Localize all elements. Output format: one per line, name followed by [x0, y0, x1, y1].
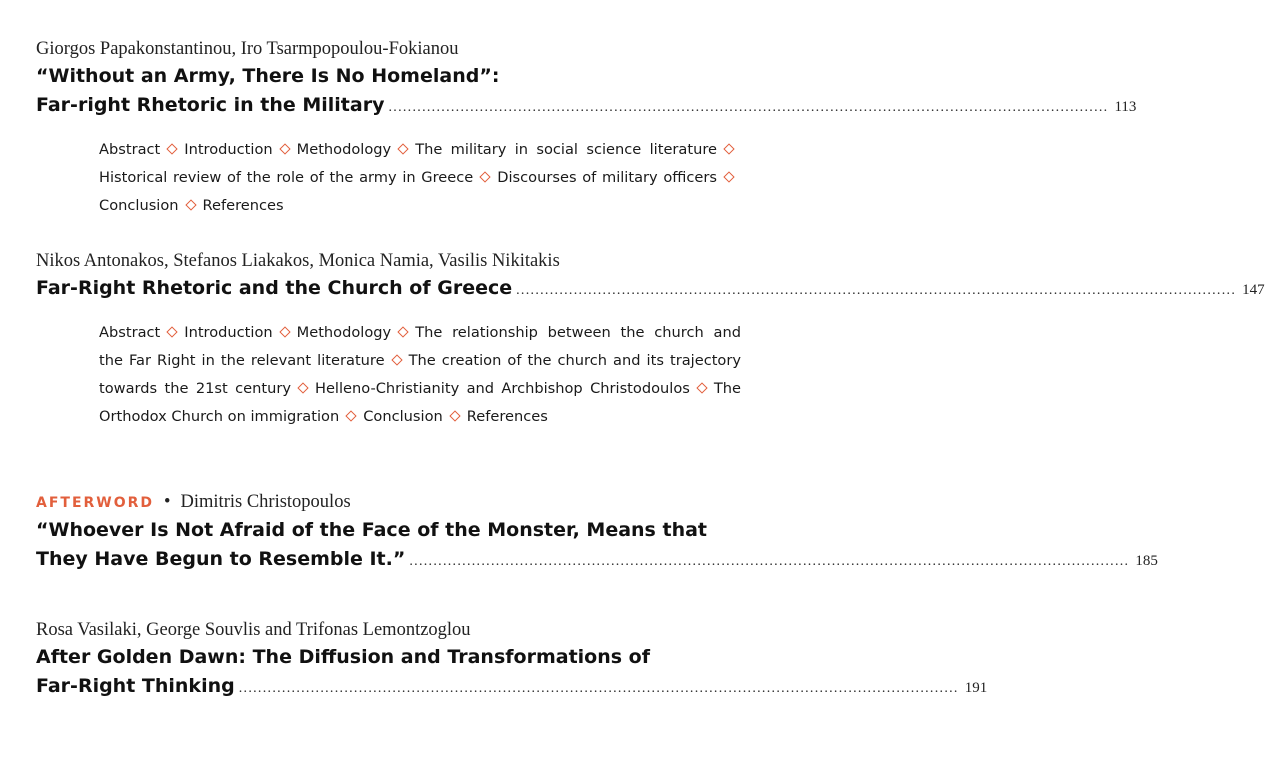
entry-title-line[interactable]: “Without an Army, There Is No Homeland”: [36, 65, 500, 87]
entry-title-last-line[interactable] [36, 91, 1137, 122]
section-item: Conclusion [99, 197, 179, 214]
section-item: Abstract [99, 324, 161, 341]
section-item: References [466, 408, 548, 425]
section-item: Introduction [184, 324, 273, 341]
entry-authors: Dimitris Christopoulos [180, 492, 351, 512]
section-item: Historical review of the role of the army in Greece [99, 169, 474, 186]
section-item: Discourses of military officers [497, 169, 717, 186]
diamond-icon [696, 382, 707, 393]
entry-authors: Giorgos Papakonstantinou, Iro Tsarmpopoulou-Fokianou [36, 39, 459, 59]
section-item: Conclusion [363, 408, 443, 425]
diamond-icon [346, 410, 357, 421]
dot-leader: ...................................................................................................................................................... [409, 554, 1130, 569]
section-item: Helleno-Christianity and Archbishop Christodoulos [314, 380, 690, 397]
page-number[interactable]: 113 [1114, 99, 1137, 115]
entry-title-text[interactable]: Far-right Rhetoric in the Military [36, 94, 385, 116]
page-number[interactable]: 185 [1135, 553, 1158, 569]
section-item: Methodology [296, 324, 392, 341]
entry-title-line[interactable]: After Golden Dawn: The Diffusion and Transformations of [36, 646, 650, 668]
page-number[interactable]: 147 [1242, 282, 1265, 298]
section-list [99, 136, 741, 220]
section-list [99, 319, 741, 431]
bullet-separator: • [164, 492, 171, 512]
diamond-icon [167, 326, 178, 337]
diamond-icon [167, 143, 178, 154]
entry-title-last-line[interactable] [36, 545, 1158, 576]
diamond-icon [297, 382, 308, 393]
section-item: Introduction [184, 141, 273, 158]
section-item: References [202, 197, 284, 214]
diamond-icon [185, 199, 196, 210]
toc-entry [36, 617, 988, 703]
section-item: Abstract [99, 141, 161, 158]
diamond-icon [480, 171, 491, 182]
entry-authors: Rosa Vasilaki, George Souvlis and Trifonas Lemontzoglou [36, 620, 471, 640]
diamond-icon [398, 143, 409, 154]
afterword-label: AFTERWORD [36, 495, 155, 511]
entry-authors: Nikos Antonakos, Stefanos Liakakos, Monica Namia, Vasilis Nikitakis [36, 251, 560, 271]
entry-title-last-line[interactable] [36, 672, 988, 703]
dot-leader: ...................................................................................................................................................... [388, 100, 1109, 115]
diamond-icon [279, 326, 290, 337]
diamond-icon [449, 410, 460, 421]
dot-leader: ...................................................................................................................................................... [238, 681, 959, 696]
diamond-icon [279, 143, 290, 154]
diamond-icon [391, 354, 402, 365]
entry-byline [36, 489, 832, 516]
entry-title-text[interactable]: Far-Right Thinking [36, 675, 235, 697]
section-item: The relationship between the church and the Far Right in the relevant literature [99, 324, 741, 369]
diamond-icon [723, 171, 734, 182]
entry-title-line[interactable]: “Whoever Is Not Afraid of the Face of the Monster, Means that [36, 519, 707, 541]
page-number[interactable]: 191 [964, 680, 988, 696]
entry-title-text[interactable]: They Have Begun to Resemble It.” [36, 548, 406, 570]
toc-entry [36, 36, 1137, 220]
toc-entry [36, 248, 1265, 431]
entry-title-text[interactable]: Far-Right Rhetoric and the Church of Greece [36, 277, 513, 299]
section-item: Methodology [296, 141, 392, 158]
section-item: The military in social science literature [415, 141, 717, 158]
dot-leader: ...................................................................................................................................................... [516, 283, 1237, 298]
section-item: The creation of the church and its trajectory towards the 21st century [99, 352, 742, 397]
diamond-icon [723, 143, 734, 154]
diamond-icon [398, 326, 409, 337]
section-item: The Orthodox Church on immigration [99, 380, 742, 425]
entry-title-last-line[interactable] [36, 274, 1265, 305]
toc-entry [36, 489, 1158, 576]
